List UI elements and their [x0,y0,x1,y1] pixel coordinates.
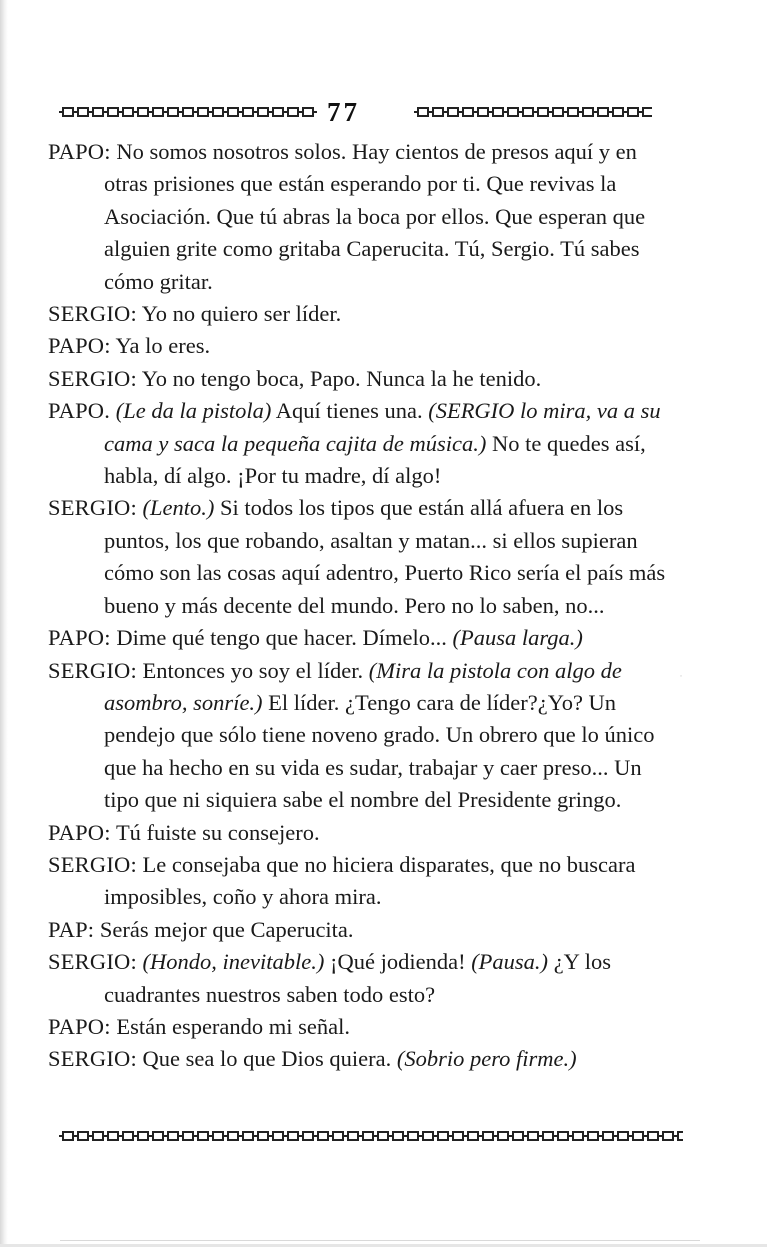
chain-link [59,1131,74,1141]
dialogue-text: Si todos los tipos que están allá afuera en los puntos, los que robando, asaltan y matan... si ellos supieran cómo son las cosas aquí adentro, Puerto Rico sería el país más bueno y más decente del mundo. Pero no lo saben, no... [104,495,666,618]
chain-link [164,107,179,117]
stage-direction: (SERGIO lo mira, va a su cama y saca la pequeña cajita de música.) [104,398,661,456]
chain-link [164,1131,179,1141]
chain-link [449,1131,464,1141]
dialogue-line [48,1011,668,1043]
dialogue-text: Están esperando mi señal. [116,1013,351,1039]
stage-direction: (Pausa.) [471,949,549,975]
dialogue-text: Serás mejor que Caperucita. [99,916,354,942]
chain-link [344,1131,359,1141]
dialogue-line [48,622,668,654]
speaker-name: PAPO: [48,1013,111,1039]
chain-link [549,107,564,117]
speaker-name: PAPO: [48,819,111,845]
chain-link [569,1131,584,1141]
chain-link [504,107,519,117]
chain-link [614,1131,629,1141]
speaker-name: SERGIO: [48,657,137,683]
chain-link [474,107,489,117]
chain-link [584,1131,599,1141]
chain-link [299,107,314,117]
chain-link [459,107,474,117]
chain-link [209,107,224,117]
chain-link [179,107,194,117]
stage-direction: (Sobrio pero firme.) [396,1046,577,1072]
chain-link [194,107,209,117]
chain-link [639,107,652,117]
chain-link [419,1131,434,1141]
stage-direction: (Mira la pistola con algo de asombro, sonríe.) [104,657,622,715]
chain-link [269,1131,284,1141]
chain-link [609,107,624,117]
bottom-line [60,1240,700,1241]
chain-link [579,107,594,117]
speaker-name: PAPO: [48,333,111,359]
chain-link [104,1131,119,1141]
dialogue-text: Que sea lo que Dios quiera. [142,1046,392,1072]
chain-link [404,1131,419,1141]
chain-link [539,1131,554,1141]
chain-link [89,1131,104,1141]
chain-link [74,1131,89,1141]
dialogue-line [48,1043,668,1075]
chain-link [599,1131,614,1141]
chain-link [104,107,119,117]
dialogue-line [48,817,668,849]
chain-link [524,1131,539,1141]
play-script-text [48,136,668,1076]
dialogue-line [48,395,668,492]
chain-link [329,1131,344,1141]
chain-link [254,1131,269,1141]
chain-link [464,1131,479,1141]
chain-link [134,1131,149,1141]
page-number: 77 [327,97,360,127]
speaker-name: SERGIO: [48,365,137,391]
dialogue-text: Yo no quiero ser líder. [141,301,342,327]
chain-link [509,1131,524,1141]
chain-link [119,1131,134,1141]
chain-link [254,107,269,117]
dialogue-text: Ya lo eres. [115,333,211,359]
chain-link [314,1131,329,1141]
dialogue-line [48,655,668,817]
dialogue-text: ¿Y los cuadrantes nuestros saben todo esto? [104,949,611,1007]
chain-link [674,1131,683,1141]
chain-link [659,1131,674,1141]
dialogue-text: Dime qué tengo que hacer. Dímelo... [116,625,447,651]
chain-link [149,107,164,117]
dialogue-text: Entonces yo soy el líder. [142,657,364,683]
chain-link [479,1131,494,1141]
dialogue-line [48,363,668,395]
dialogue-text: Tú fuiste su consejero. [115,819,320,845]
chain-link [374,1131,389,1141]
stage-direction: (Le da la pistola) [115,398,272,424]
chain-link [284,107,299,117]
chain-link [134,107,149,117]
chain-link [554,1131,569,1141]
chain-link [89,107,104,117]
chain-link [629,1131,644,1141]
chain-link [644,1131,659,1141]
chain-link [564,107,579,117]
chain-link [314,107,317,117]
chain-link [414,107,429,117]
speaker-name: SERGIO: [48,301,137,327]
chain-link [149,1131,164,1141]
speaker-name: SERGIO: [48,949,137,975]
chain-link [359,1131,374,1141]
speaker-name: PAPO: [48,625,111,651]
dialogue-line [48,914,668,946]
dialogue-text: Aquí tienes una. [275,398,423,424]
chain-link [119,107,134,117]
chain-link [209,1131,224,1141]
speaker-name: PAPO. [48,398,111,424]
chain-link [179,1131,194,1141]
dialogue-text: No te quedes así, habla, dí algo. ¡Por tu madre, dí algo! [104,430,646,489]
stray-mark: ˙ [679,672,683,686]
chain-link [429,107,444,117]
chain-link [284,1131,299,1141]
speaker-name: SERGIO: [48,851,137,877]
page-left-edge [0,0,8,1247]
dialogue-line [48,330,668,362]
speaker-name: SERGIO: [48,1046,137,1072]
dialogue-line [48,136,668,298]
chain-link [239,107,254,117]
chain-link [224,1131,239,1141]
chain-link [224,107,239,117]
dialogue-text: ¡Qué jodienda! [329,949,466,975]
chain-link [239,1131,254,1141]
speaker-name: PAPO: [48,139,111,164]
dialogue-text: El líder. ¿Tengo cara de líder?¿Yo? Un pendejo que sólo tiene noveno grado. Un obrero que lo único que ha hecho en su vida es sudar, trabajar y caer preso... Un tipo que ni siquiera sabe el nombre del Presidente gringo. [104,689,655,813]
chain-link [299,1131,314,1141]
chain-link [519,107,534,117]
dialogue-text: No somos nosotros solos. Hay cientos de presos aquí y en otras prisiones que están esperando por ti. Que revivas la Asociación. Que tú abras la boca por ellos. Que esperan que alguien grite como gritaba Caperucita. Tú, Sergio. Tú sabes cómo gritar. [104,139,646,294]
chain-link [624,107,639,117]
chain-link [389,1131,404,1141]
stage-direction: (Lento.) [142,495,215,521]
chain-ornament-footer [59,1131,683,1141]
dialogue-line [48,298,668,330]
speaker-name: SERGIO: [48,495,137,521]
speaker-name: PAP: [48,916,95,942]
dialogue-text: Le consejaba que no hiciera disparates, que no buscara imposibles, coño y ahora mira. [104,851,636,910]
chain-link [194,1131,209,1141]
stage-direction: (Pausa larga.) [452,625,583,651]
chain-link [269,107,284,117]
dialogue-line [48,946,668,1011]
chain-link [434,1131,449,1141]
chain-link [534,107,549,117]
chain-ornament-left [59,107,317,117]
chain-link [444,107,459,117]
dialogue-line [48,492,668,622]
page-header [55,97,655,127]
chain-link [59,107,74,117]
chain-link [494,1131,509,1141]
chain-link [74,107,89,117]
stage-direction: (Hondo, inevitable.) [142,949,325,975]
chain-link [594,107,609,117]
chain-link [489,107,504,117]
dialogue-line [48,849,668,914]
chain-ornament-right [414,107,652,117]
dialogue-text: Yo no tengo boca, Papo. Nunca la he tenido. [141,365,542,391]
